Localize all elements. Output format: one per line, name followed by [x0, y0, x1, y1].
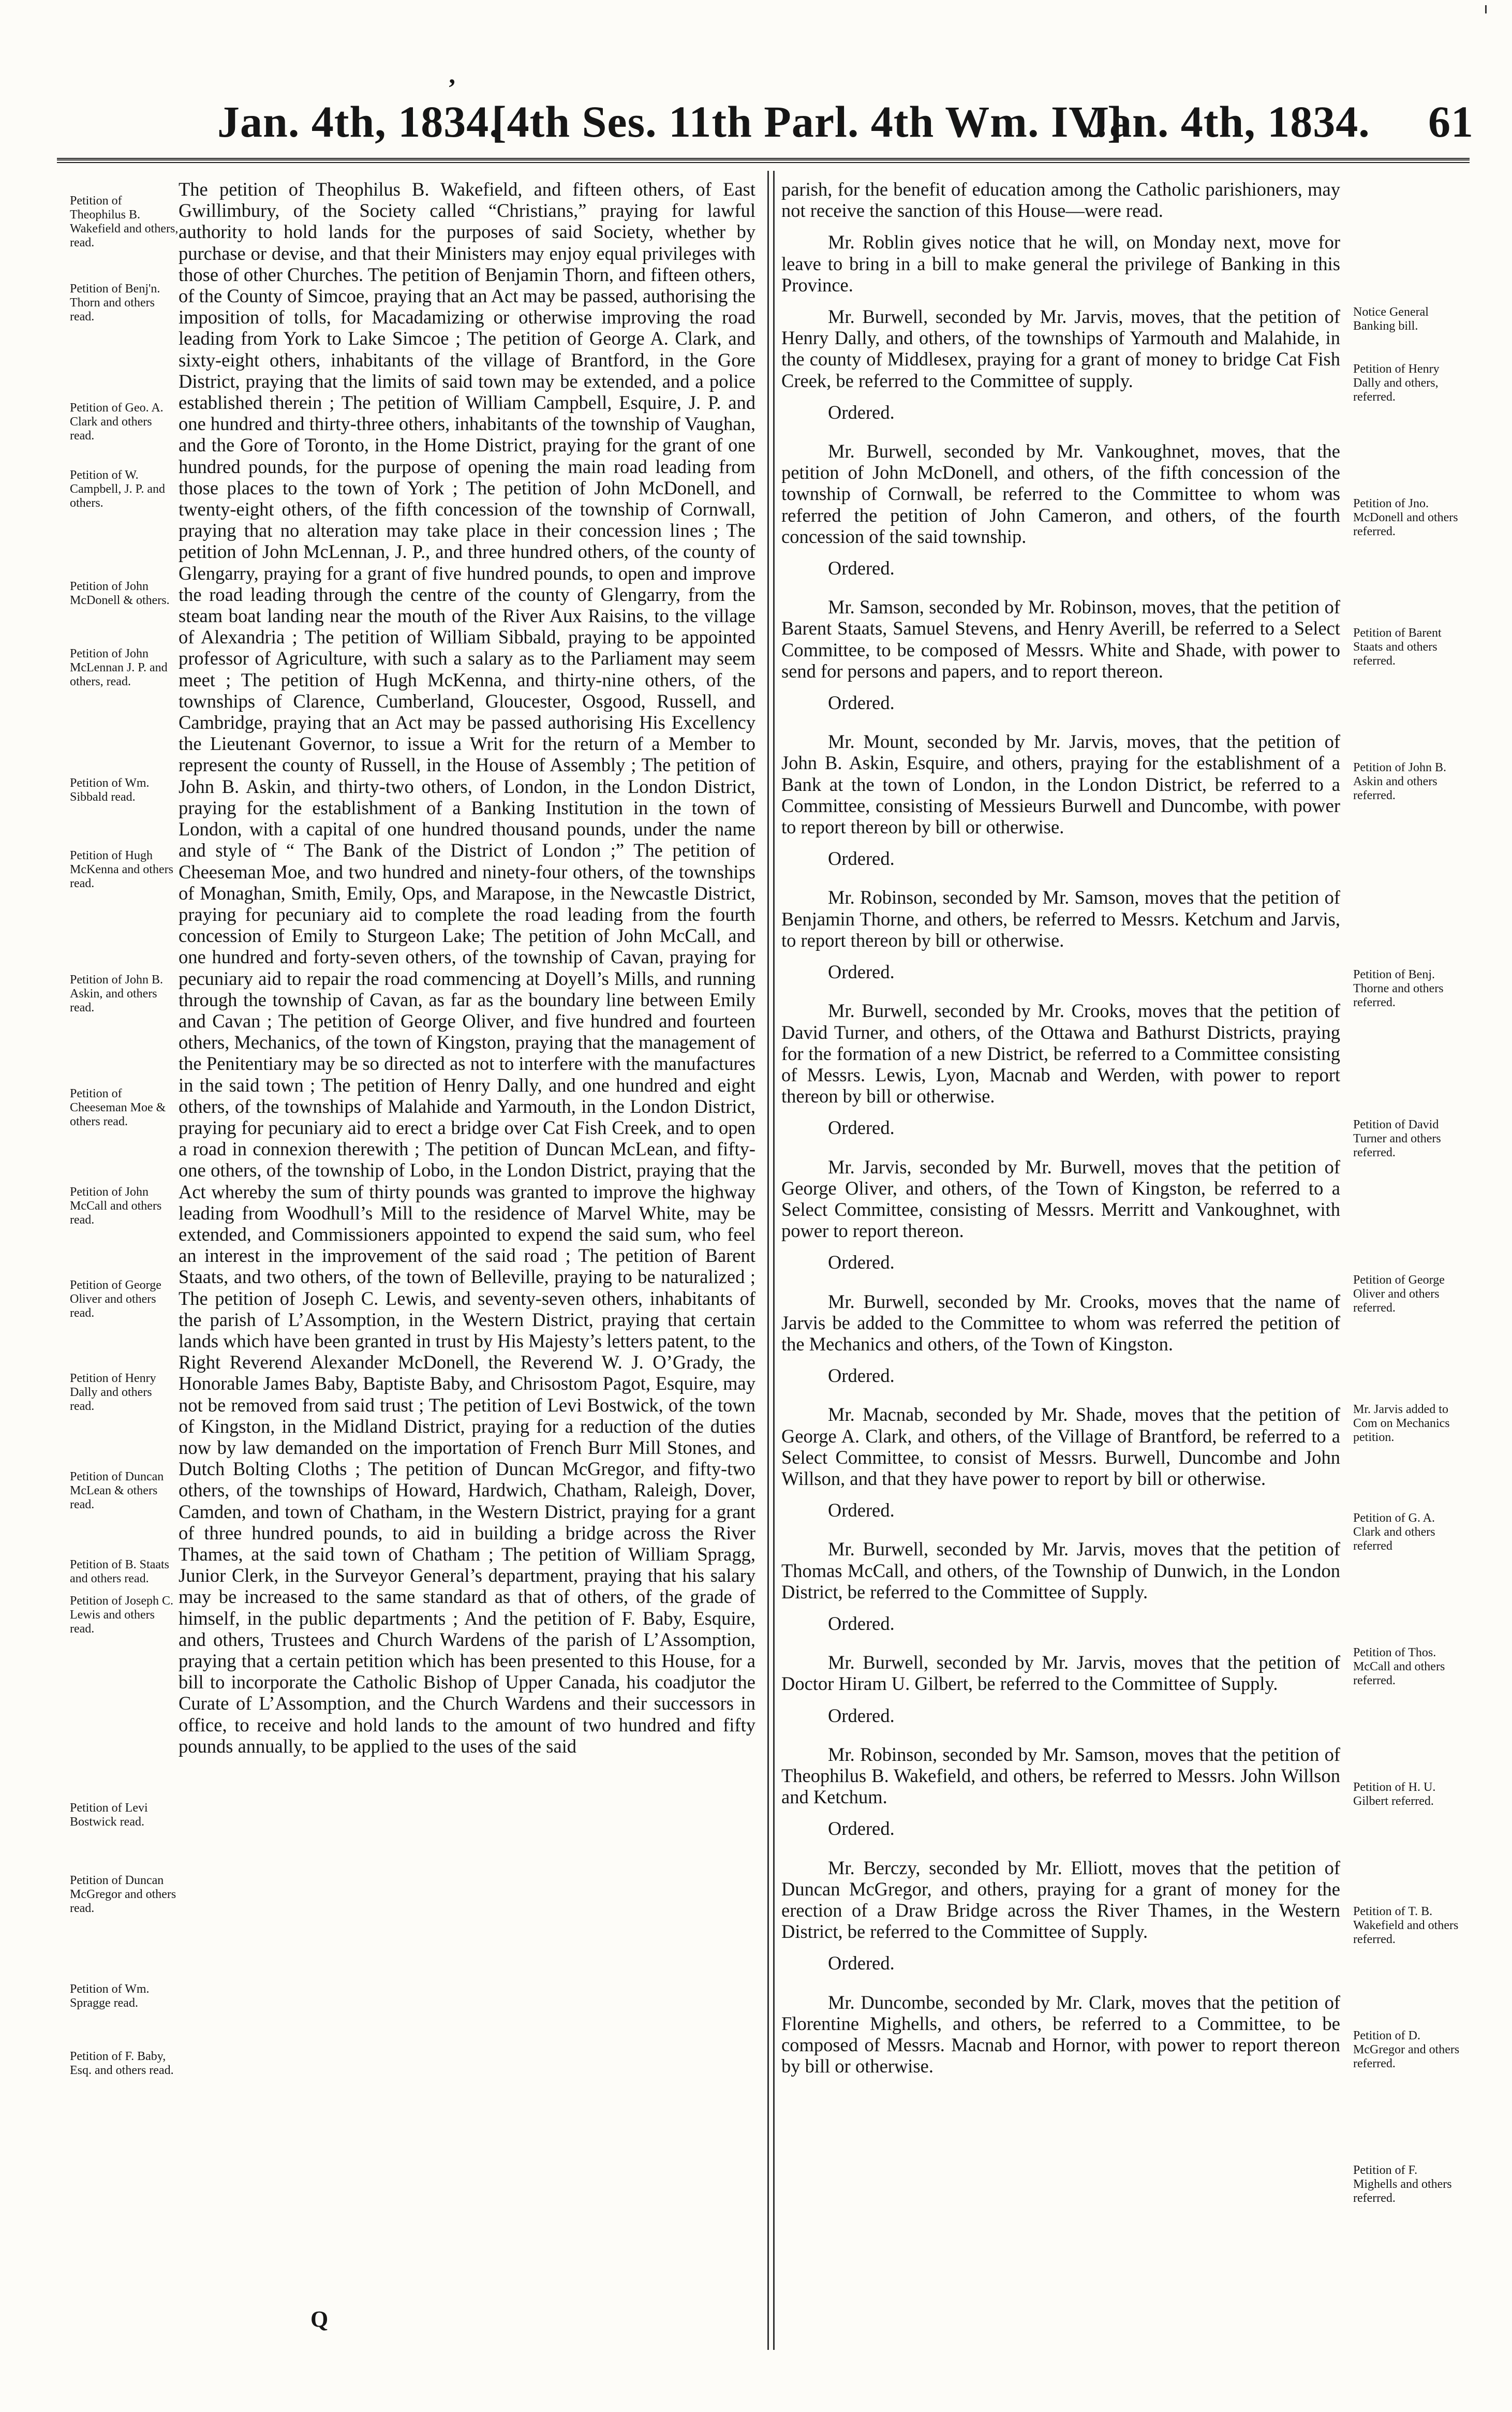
page-number: 61	[1428, 97, 1474, 146]
left-margin-note: Petition of George Oliver and others read.	[70, 1278, 161, 1320]
right-margin-note: Petition of John B. Askin and others referred.	[1353, 761, 1447, 802]
ordered-line: Ordered.	[828, 1704, 895, 1726]
column-divider	[767, 171, 775, 2350]
motion-paragraph: Mr. Burwell, seconded by Mr. Jarvis, moves, that the petition of Henry Dally, and others, of the townships of Yarmouth and Malahide, in the county of Middlesex, praying for a grant of money to bridge Cat Fish Creek, be referred to the Committee of supply.	[781, 306, 1340, 391]
motion-paragraph: Mr. Robinson, seconded by Mr. Samson, moves that the petition of Benjamin Thorne, and others, be referred to Messrs. Ketchum and Jarvis, to report thereon by bill or otherwise.	[781, 887, 1340, 951]
printer-tick-mark: ’	[448, 73, 456, 102]
motion-paragraph: Mr. Macnab, seconded by Mr. Shade, moves that the petition of George A. Clark, and others, of the Village of Brantford, be referred to a Select Committee, to consist of Messrs. Burwell, Duncombe and John Willson, and that they have power to report by bill or otherwise.	[781, 1404, 1340, 1489]
left-column	[179, 179, 755, 1757]
left-margin-note: Petition of John McCall and others read.	[70, 1185, 162, 1227]
left-margin-note: Petition of Hugh McKenna and others read.	[70, 849, 173, 890]
right-margin-note: Petition of Henry Dally and others, referred.	[1353, 362, 1440, 404]
ordered-line: Ordered.	[828, 557, 895, 579]
left-margin-note: Petition of John McDonell & others.	[70, 580, 170, 607]
ordered-line: Ordered.	[828, 1499, 895, 1521]
left-margin-note: Petition of Geo. A. Clark and others read.	[70, 401, 164, 443]
left-margin-note: Petition of B. Staats and others read.	[70, 1558, 169, 1585]
ordered-line: Ordered.	[828, 1252, 895, 1273]
right-margin-note: Petition of Benj. Thorne and others referred.	[1353, 968, 1444, 1009]
motion-paragraph: Mr. Berczy, seconded by Mr. Elliott, moves that the petition of Duncan McGregor, and others, praying for a grant of money for the erection of a Draw Bridge across the River Thames, in the Western District, be referred to the Committee of Supply.	[781, 1857, 1340, 1943]
right-margin-note: Petition of George Oliver and others referred.	[1353, 1273, 1445, 1315]
header-session: [4th Ses. 11th Parl. 4th Wm. IV.]	[492, 97, 1123, 146]
left-margin-note: Petition of Henry Dally and others read.	[70, 1372, 156, 1413]
left-margin-note: Petition of F. Baby, Esq. and others read.	[70, 2050, 174, 2077]
ordered-line: Ordered.	[828, 1818, 895, 1840]
left-margin-note: Petition of Wm. Sibbald read.	[70, 776, 150, 804]
right-margin-note: Petition of T. B. Wakefield and others referred.	[1353, 1905, 1459, 1946]
right-margin-note: Petition of David Turner and others referred.	[1353, 1118, 1441, 1159]
left-margin-note: Petition of Joseph C. Lewis and others read.	[70, 1594, 174, 1636]
motion-paragraph: Mr. Burwell, seconded by Mr. Crooks, moves that the petition of David Turner, and others, of the Ottawa and Bathurst Districts, praying for the formation of a new District, be referred to a Committee consisting of Messrs. Lewis, Lyon, Macnab and Werden, with power to report thereon by bill or otherwise.	[781, 1000, 1340, 1107]
right-column	[781, 179, 1340, 2087]
ordered-line: Ordered.	[828, 1952, 895, 1974]
page-header	[217, 96, 1474, 153]
ordered-line: Ordered.	[828, 401, 895, 423]
left-margin-note: Petition of Benj'n. Thorn and others read.	[70, 282, 160, 323]
left-margin-note: Petition of Cheeseman Moe & others read.	[70, 1087, 166, 1128]
motion-paragraph: Mr. Burwell, seconded by Mr. Vankoughnet, moves, that the petition of John McDonell, and others, of the fifth concession of the township of Cornwall, be referred to the Committee to whom was referred the petition of John Cameron, and others, of the fourth concession of the said township.	[781, 440, 1340, 547]
motion-paragraph: parish, for the benefit of education among the Catholic parishioners, may not receive the sanction of this House—were read.	[781, 179, 1340, 222]
motion-paragraph: Mr. Roblin gives notice that he will, on Monday next, move for leave to bring in a bill to make general the privilege of Banking in this Province.	[781, 231, 1340, 296]
motion-paragraph: Mr. Mount, seconded by Mr. Jarvis, moves, that the petition of John B. Askin, Esquire, and others, praying for the establishment of a Bank at the town of London, in the London District, be referred to a Committee, consisting of Messieurs Burwell and Duncombe, with power to report thereon by bill or otherwise.	[781, 731, 1340, 838]
motion-paragraph: Mr. Jarvis, seconded by Mr. Burwell, moves that the petition of George Oliver, and others, of the Town of Kingston, be referred to a Select Committee, consisting of Messrs. Merritt and Vankoughnet, with power to report thereon.	[781, 1156, 1340, 1242]
left-margin-note: Petition of Duncan McGregor and others read.	[70, 1874, 176, 1915]
header-date-left: Jan. 4th, 1834.	[217, 97, 501, 146]
left-margin-note: Petition of Theophilus B. Wakefield and others, read.	[70, 194, 179, 249]
left-margin-note: Petition of Duncan McLean & others read.	[70, 1470, 164, 1511]
motion-paragraph: Mr. Burwell, seconded by Mr. Jarvis, moves that the petition of Doctor Hiram U. Gilbert, be referred to the Committee of Supply.	[781, 1652, 1340, 1695]
motion-paragraph: Mr. Burwell, seconded by Mr. Jarvis, moves that the petition of Thomas McCall, and others, of the Township of Dunwich, in the London District, be referred to the Committee of Supply.	[781, 1538, 1340, 1602]
ordered-line: Ordered.	[828, 1612, 895, 1634]
right-margin-note: Petition of G. A. Clark and others referred	[1353, 1511, 1435, 1553]
motion-paragraph: Mr. Duncombe, seconded by Mr. Clark, moves that the petition of Florentine Mighells, and others, be referred to a Committee, to be composed of Messrs. Macnab and Hornor, with power to report thereon by bill or otherwise.	[781, 1991, 1340, 2077]
ordered-line: Ordered.	[828, 1117, 895, 1139]
ordered-line: Ordered.	[828, 961, 895, 983]
right-margin-note: Petition of Barent Staats and others referred.	[1353, 626, 1442, 668]
right-margin-note: Petition of Thos. McCall and others referred.	[1353, 1646, 1445, 1687]
ordered-line: Ordered.	[828, 1365, 895, 1387]
header-date-right: Jan. 4th, 1834.	[1087, 97, 1370, 146]
left-margin-note: Petition of Levi Bostwick read.	[70, 1801, 148, 1829]
left-margin-note: Petition of Wm. Spragge read.	[70, 1982, 150, 2010]
left-margin-note: Petition of John B. Askin, and others read.	[70, 973, 164, 1014]
right-margin-note: Petition of H. U. Gilbert referred.	[1353, 1781, 1436, 1808]
header-rule	[57, 158, 1470, 163]
ordered-line: Ordered.	[828, 848, 895, 870]
motion-paragraph: Mr. Samson, seconded by Mr. Robinson, moves, that the petition of Barent Staats, Samuel Stevens, and Henry Averill, be referred to a Select Committee, to be composed of Messrs. White and Shade, with power to send for persons and papers, and to report thereon.	[781, 596, 1340, 682]
print-speck	[1485, 5, 1487, 13]
motion-paragraph: Mr. Robinson, seconded by Mr. Samson, moves that the petition of Theophilus B. Wakefield, and others, be referred to Messrs. John Willson and Ketchum.	[781, 1743, 1340, 1808]
right-margin-note: Notice General Banking bill.	[1353, 305, 1429, 333]
left-column-text: The petition of Theophilus B. Wakefield, and fifteen others, of East Gwillimbury, of the Society called “Christians,” praying for lawful authority to hold lands for the purposes of said Society, whether by purchase or devise, and that their Ministers may enjoy equal privileges with those of other Churches. The petition of Benjamin Thorn, and fifteen others, of the County of Simcoe, praying that an Act may be passed, authorising the imposition of tolls, for Macadamizing or otherwise improving the road leading from York to Lake Simcoe ; The petition of George A. Clark, and sixty-eight others, inhabitants of the village of Brantford, in the Gore District, praying that the limits of said town may be extended, and a police established therein ; The petition of William Campbell, Esquire, J. P. and one hundred and thirty-three others, inhabitants of the township of Vaughan, and the Gore of Toronto, in the Home District, praying for the grant of one hundred pounds, for the purpose of opening the main road leading from those places to the town of York ; The petition of John McDonell, and twenty-eight others, of the fifth concession of the township of Cornwall, praying that no alteration may take place in their concession lines ; The petition of John McLennan, J. P., and three hundred others, of the county of Glengarry, praying for a grant of five hundred pounds, to open and improve the road leading through the centre of the county of Glengarry, from the steam boat landing near the mouth of the River Aux Raisins, to the village of Alexandria ; The petition of William Sibbald, praying to be appointed professor of Agriculture, with such a salary as to the Parliament may seem meet ; The petition of Hugh McKenna, and thirty-nine others, of the townships of Clarence, Cumberland, Gloucester, Osgood, Russell, and Cambridge, praying that an Act may be passed authorising His Excellency the Lieutenant Governor, to issue a Writ for the return of a Member to represent the county of Russell, in the House of Assembly ; The petition of John B. Askin, and thirty-two others, of London, in the London District, praying for the establishment of a Banking Institution in the town of London, with a capital of one hundred thousand pounds, under the name and style of “ The Bank of the District of London ;” The petition of Cheeseman Moe, and two hundred and ninety-four others, of the townships of Monaghan, Smith, Emily, Ops, and Marapose, in the Newcastle District, praying for pecuniary aid to complete the road leading from the fourth concession of Emily to Sturgeon Lake; The petition of John McCall, and one hundred and forty-seven others, of the township of Cavan, praying for pecuniary aid to repair the road commencing at Doyell’s Mills, and running through the township of Cavan, as far as the boundary line between Emily and Cavan ; The petition of George Oliver, and five hundred and fourteen others, Mechanics, of the town of Kingston, praying that the management of the Penitentiary may be so directed as not to interfere with the manufactures in the said town ; The petition of Henry Dally, and one hundred and eight others, of the townships of Malahide and Yarmouth, in the London District, praying for pecuniary aid to erect a bridge over Cat Fish Creek, and to open a road in connexion therewith ; The petition of Duncan McLean, and fifty-one others, of the township of Lobo, in the London District, praying that the Act whereby the sum of thirty pounds was granted to improve the highway leading from Woodhull’s Mill to the residence of Marvel White, may be extended, and Commissioners appointed to expend the said sum, who feel an interest in the improvement of the said road ; The petition of Barent Staats, and two others, of the town of Belleville, praying to be naturalized ; The petition of Joseph C. Lewis, and seventy-seven others, inhabitants of the parish of L’Assomption, in the Western District, praying that certain lands which have been granted in trust by His Majesty’s letters patent, to the Right Reverend Alexander McDonell, the Reverend W. J. O’Grady, the Honorable James Baby, Baptiste Baby, and Chrisostom Pagot, Esquire, may not be removed from said trust ; The petition of Levi Bostwick, of the town of Kingston, in the Midland District, praying for a reduction of the duties now by law demanded on the importation of French Burr Mill Stones, and Dutch Bolting Cloths ; The petition of Duncan McGregor, and fifty-two others, of the townships of Howard, Hardwich, Chatham, Raleigh, Dover, Camden, and town of Chatham, in the Western District, praying for a grant of three hundred pounds, to aid in building a bridge across the River Thames, at the said town of Chatham ; The petition of William Spragg, Junior Clerk, in the Surveyor General’s department, praying that his salary may be increased to the same standard as that of others, of the grade of himself, in the public departments ; And the petition of F. Baby, Esquire, and others, Trustees and Church Wardens of the parish of L’Assomption, praying that a certain petition which has been presented to this House, for a bill to incorporate the Catholic Bishop of Upper Canada, his coadjutor the Curate of L’Assomption, and the Church Wardens and their successors in office, to receive and hold lands to the amount of two hundred and fifty pounds annually, to be applied to the uses of the said	[179, 179, 756, 1757]
right-margin-note: Petition of D. McGregor and others referred.	[1353, 2029, 1460, 2070]
ordered-line: Ordered.	[828, 692, 895, 714]
left-margin-note: Petition of W. Campbell, J. P. and others.	[70, 468, 165, 510]
left-margin-note: Petition of John McLennan J. P. and others, read.	[70, 647, 168, 688]
signature-mark: Q	[310, 2306, 329, 2332]
motion-paragraph: Mr. Burwell, seconded by Mr. Crooks, moves that the name of Jarvis be added to the Committee to whom was referred the petition of the Mechanics and others, of the Town of Kingston.	[781, 1290, 1340, 1355]
right-margin-note: Petition of F. Mighells and others referred.	[1353, 2164, 1452, 2205]
right-margin-note: Petition of Jno. McDonell and others referred.	[1353, 497, 1458, 538]
right-margin-note: Mr. Jarvis added to Com on Mechanics petition.	[1353, 1403, 1450, 1444]
